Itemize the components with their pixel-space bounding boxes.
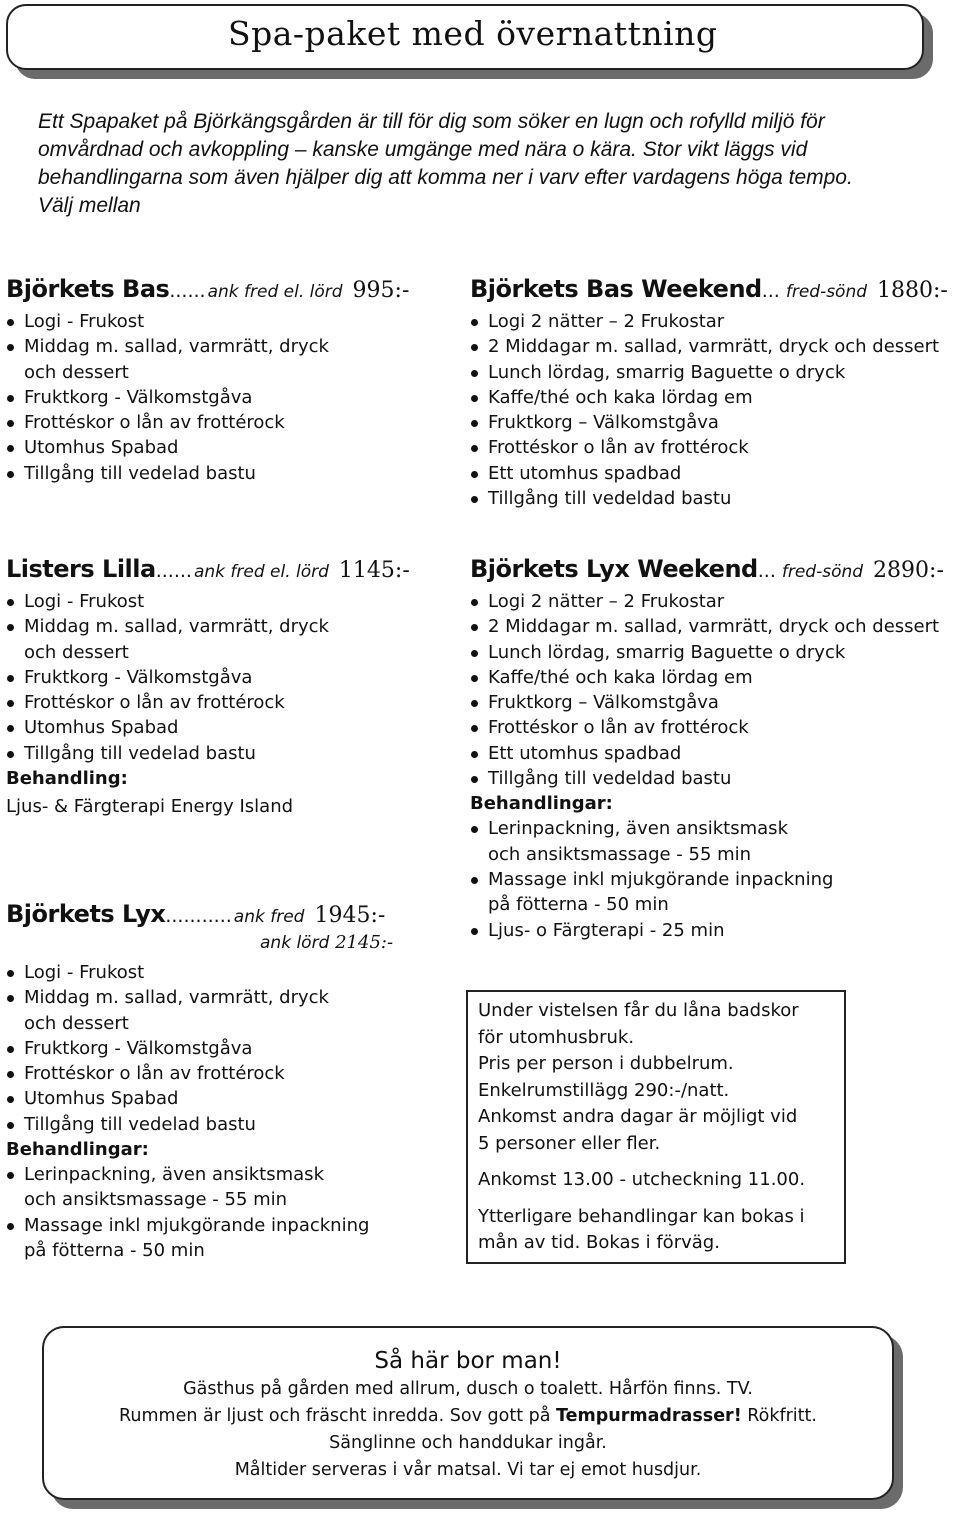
leader-dots: ...	[757, 560, 776, 582]
list-item: Tillgång till vedelad bastu	[6, 461, 486, 486]
list-item: Logi - Frukost	[6, 589, 486, 614]
list-item: 2 Middagar m. sallad, varmrätt, dryck och dessert	[470, 334, 950, 359]
package-bjorkets-lyx	[6, 900, 486, 1263]
list-item: Tillgång till vedelad bastu	[6, 741, 486, 766]
list-item: Lunch lördag, smarrig Baguette o dryck	[470, 360, 950, 385]
package-name: Listers Lilla	[6, 555, 156, 583]
list-item: Lerinpackning, även ansiktsmask	[470, 816, 950, 841]
package-arrival: ank fred el. lörd	[207, 282, 343, 302]
info-note-box	[466, 990, 846, 1264]
accommodation-line: Måltider serveras i vår matsal. Vi tar ej emot husdjur.	[234, 1460, 702, 1480]
package-arrival: fred-sönd	[781, 562, 864, 582]
package-name: Björkets Bas	[6, 275, 170, 303]
package-bjorkets-bas	[6, 275, 486, 486]
list-item: Massage inkl mjukgörande inpackning	[6, 1213, 486, 1238]
list-item: Ett utomhus spadbad	[470, 741, 950, 766]
note-line: Ankomst andra dagar är möjligt vid	[478, 1106, 798, 1127]
note-line: Enkelrumstillägg 290:-/natt.	[478, 1079, 730, 1101]
leader-dots: ...........	[165, 905, 232, 927]
list-item: Logi - Frukost	[6, 309, 486, 334]
list-item: och dessert	[24, 1012, 129, 1034]
package-bjorkets-bas-weekend	[470, 275, 950, 511]
package-name: Björkets Lyx	[6, 900, 166, 928]
list-item: Frottéskor o lån av frottérock	[6, 690, 486, 715]
leader-dots: ......	[169, 280, 206, 302]
intro-text	[38, 108, 898, 220]
treatment-heading: Behandling:	[6, 768, 128, 790]
note-line: Ytterligare behandlingar kan bokas i	[478, 1205, 805, 1227]
package-header	[470, 555, 950, 589]
list-item: Logi 2 nätter – 2 Frukostar	[470, 589, 950, 614]
package-arrival-alt: ank lörd	[260, 933, 330, 953]
package-arrival: fred-sönd	[785, 282, 868, 302]
package-items	[6, 309, 486, 486]
list-item: Middag m. sallad, varmrätt, dryck	[6, 334, 486, 359]
list-item: Frottéskor o lån av frottérock	[6, 1061, 486, 1086]
list-item: på fötterna - 50 min	[488, 894, 669, 916]
package-items	[6, 589, 486, 766]
list-item: Ljus- o Färgterapi - 25 min	[470, 918, 950, 943]
list-item: Utomhus Spabad	[6, 715, 486, 740]
list-item: Fruktkorg - Välkomstgåva	[6, 1036, 486, 1061]
treatment-heading: Behandlingar:	[6, 1139, 149, 1161]
accommodation-box	[42, 1326, 894, 1500]
accommodation-line	[44, 1403, 892, 1430]
note-line: Pris per person i dubbelrum.	[478, 1053, 734, 1074]
list-item: och ansiktsmassage - 55 min	[488, 843, 752, 865]
intro-line: Ett Spapaket på Björkängsgården är till för dig som söker en lugn och rofylld miljö för	[38, 110, 825, 133]
package-items	[470, 309, 950, 511]
list-item: på fötterna - 50 min	[24, 1239, 205, 1261]
list-item: Lunch lördag, smarrig Baguette o dryck	[470, 640, 950, 665]
page-title: Spa-paket med övernattning	[228, 14, 718, 53]
package-arrival: ank fred el. lörd	[193, 562, 329, 582]
list-item: Logi - Frukost	[6, 960, 486, 985]
list-item: Logi 2 nätter – 2 Frukostar	[470, 309, 950, 334]
list-item: Fruktkorg - Välkomstgåva	[6, 385, 486, 410]
leader-dots: ...	[761, 280, 780, 302]
list-item: Tillgång till vedeldad bastu	[470, 766, 950, 791]
list-item: Kaffe/thé och kaka lördag em	[470, 665, 950, 690]
package-arrival: ank fred	[233, 907, 305, 927]
list-item: Utomhus Spabad	[6, 435, 486, 460]
package-items	[470, 589, 950, 791]
package-header	[470, 275, 950, 309]
intro-line: Välj mellan	[38, 194, 141, 217]
package-price: 2890:-	[873, 558, 944, 583]
treatment-heading: Behandlingar:	[470, 793, 613, 815]
package-price: 1880:-	[877, 278, 948, 303]
list-item: Fruktkorg – Välkomstgåva	[470, 690, 950, 715]
package-header	[6, 900, 486, 934]
accommodation-title: Så här bor man!	[374, 1348, 562, 1374]
list-item: Ett utomhus spadbad	[470, 461, 950, 486]
list-item: Tillgång till vedeldad bastu	[470, 486, 950, 511]
list-item: Utomhus Spabad	[6, 1086, 486, 1111]
package-name: Björkets Bas Weekend	[470, 275, 762, 303]
list-item: och ansiktsmassage - 55 min	[24, 1189, 288, 1211]
accommodation-text: Rummen är ljust och fräscht inredda. Sov gott på	[119, 1406, 557, 1426]
package-header	[6, 555, 486, 589]
package-listers-lilla	[6, 555, 486, 821]
list-item: Frottéskor o lån av frottérock	[6, 410, 486, 435]
list-item: Frottéskor o lån av frottérock	[470, 435, 950, 460]
list-item: och dessert	[24, 361, 129, 383]
note-line: Under vistelsen får du låna badskor	[478, 1000, 799, 1021]
title-box	[6, 4, 924, 70]
intro-line: behandlingarna som även hjälper dig att komma ner i varv efter vardagens höga tempo.	[38, 166, 853, 189]
list-item: Fruktkorg – Välkomstgåva	[470, 410, 950, 435]
package-name: Björkets Lyx Weekend	[470, 555, 758, 583]
list-item: Fruktkorg - Välkomstgåva	[6, 665, 486, 690]
tempur-highlight: Tempurmadrasser!	[556, 1406, 742, 1426]
list-item: Lerinpackning, även ansiktsmask	[6, 1162, 486, 1187]
list-item: Middag m. sallad, varmrätt, dryck	[6, 614, 486, 639]
package-header	[6, 275, 486, 309]
note-checkin: Ankomst 13.00 - utcheckning 11.00.	[478, 1169, 806, 1190]
list-item: Frottéskor o lån av frottérock	[470, 715, 950, 740]
package-price-alt	[6, 932, 486, 954]
package-price: 995:-	[352, 278, 410, 303]
package-price: 1145:-	[338, 558, 410, 583]
treatment-items	[6, 1162, 486, 1263]
treatment-items	[470, 816, 950, 942]
note-line: för utomhusbruk.	[478, 1026, 635, 1048]
note-line: 5 personer eller fler.	[478, 1132, 661, 1154]
note-line: mån av tid. Bokas i förväg.	[478, 1232, 720, 1253]
list-item: och dessert	[24, 641, 129, 663]
accommodation-text: Rökfritt.	[741, 1406, 817, 1426]
accommodation-line: Gästhus på gården med allrum, dusch o toalett. Hårfön finns. TV.	[183, 1379, 753, 1399]
list-item: Massage inkl mjukgörande inpackning	[470, 867, 950, 892]
leader-dots: ......	[155, 560, 192, 582]
intro-line: omvårdnad och avkoppling – kanske umgänge med nära o kära. Stor vikt läggs vid	[38, 138, 808, 161]
accommodation-line: Sänglinne och handdukar ingår.	[329, 1433, 607, 1453]
package-price: 1945:-	[314, 903, 386, 928]
treatment-text: Ljus- & Färgterapi Energy Island	[6, 796, 294, 818]
list-item: Tillgång till vedelad bastu	[6, 1112, 486, 1137]
list-item: 2 Middagar m. sallad, varmrätt, dryck och dessert	[470, 614, 950, 639]
list-item: Middag m. sallad, varmrätt, dryck	[6, 985, 486, 1010]
list-item: Kaffe/thé och kaka lördag em	[470, 385, 950, 410]
package-bjorkets-lyx-weekend	[470, 555, 950, 943]
package-price-alt-value: 2145:-	[335, 932, 394, 953]
package-items	[6, 960, 486, 1137]
